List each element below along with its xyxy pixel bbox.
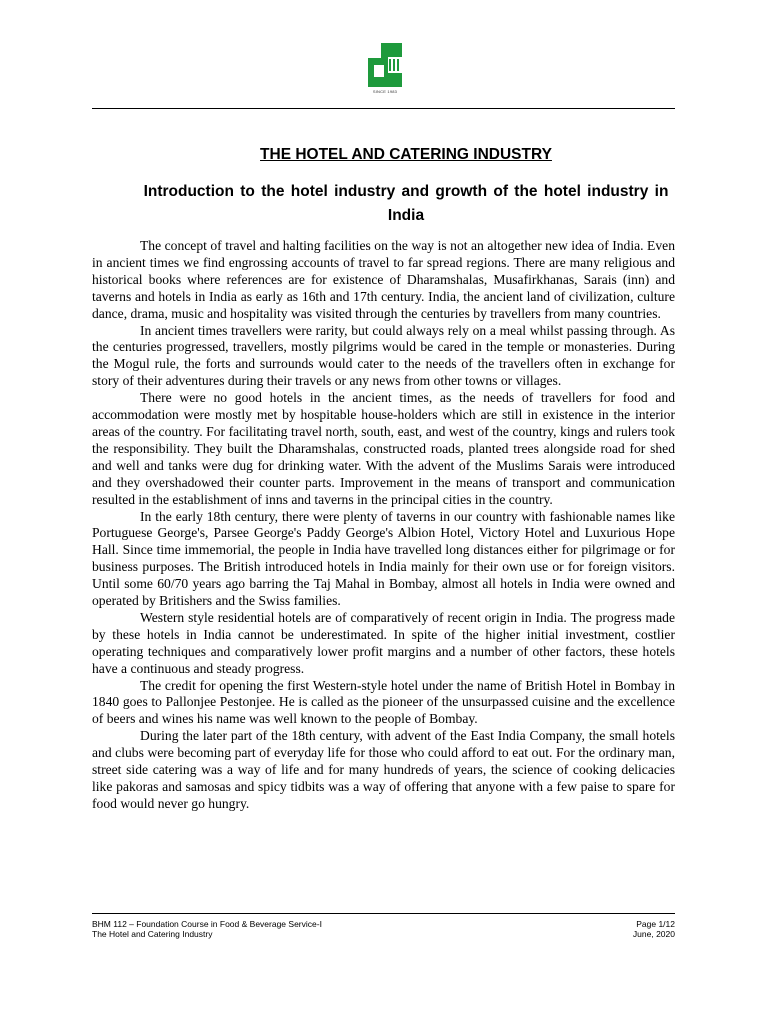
footer-course: BHM 112 – Foundation Course in Food & Beverage Service-I xyxy=(92,919,322,929)
page-subtitle: Introduction to the hotel industry and growth of the hotel industry in India xyxy=(143,183,669,224)
footer-page-number: Page 1/12 xyxy=(636,919,675,929)
footer-chapter: The Hotel and Catering Industry xyxy=(92,929,213,939)
paragraph: There were no good hotels in the ancient times, as the needs of travellers for food and accommodation were mostly met by hospitable house-holders which are still in existence in the interior areas of the country. For facilitating travel north, south, east, and west of the country, kings and rulers took the responsibility. They built the Dharamshalas, constructed roads, planted trees alongside road for shed and well and tanks were dug for drinking water. With the advent of the Muslims Sarais were introduced and they overshadowed their counter parts. Improvement in the means of transport and communication resulted in the establishment of inns and taverns in the principal cities in the country. xyxy=(92,390,675,507)
header-rule xyxy=(92,108,675,109)
paragraph: Western style residential hotels are of comparatively of recent origin in India. The progress made by these hotels in India cannot be underestimated. In spite of the higher initial investment, costlier operating techniques and comparatively lower profit margins and a number of other factors, these hotels have a continuous and steady progress. xyxy=(92,609,675,676)
paragraph: The credit for opening the first Western-style hotel under the name of British Hotel in Bombay in 1840 goes to Pallonjee Pestonjee. He is called as the pioneer of the unsurpassed cuisine and the excellence of beers and wines his name was well known to the people of Bombay. xyxy=(92,677,675,727)
body-text xyxy=(92,238,675,813)
footer-rule xyxy=(92,913,675,914)
footer-date: June, 2020 xyxy=(632,929,675,939)
institute-logo-icon xyxy=(368,43,402,95)
paragraph: The concept of travel and halting facilities on the way is not an altogether new idea of India. Even in ancient times we find engrossing accounts of travel to far spread regions. There are many religious and historical books where references are for existence of Dharamshalas, Musafirkhanas, Sarais (inn) and taverns and hotels in India as early as 16th and 17th century. India, the ancient land of civilization, culture dance, drama, music and hospitality was visited through the centuries by travellers from many countries. xyxy=(92,238,675,321)
paragraph: During the later part of the 18th century, with advent of the East India Company, the small hotels and clubs were becoming part of everyday life for those who could afford to eat out. For the ordinary man, street side catering was a way of life and for many hundreds of years, the science of cooking delicacies like pakoras and samosas and spicy tidbits was a way of offering that anyone with a few paise to spare for food would never go hungry. xyxy=(92,728,675,811)
page-title: THE HOTEL AND CATERING INDUSTRY xyxy=(260,146,552,163)
paragraph: In the early 18th century, there were plenty of taverns in our country with fashionable names like Portuguese George's, Parsee George's Paddy George's Albion Hotel, Victory Hotel and Luxurious Hope Hall. Since time immemorial, the people in India have travelled long distances either for pilgrimage or for business purposes. The British introduced hotels in India mainly for their own use or for foreign visitors. Until some 60/70 years ago barring the Taj Mahal in Bombay, almost all hotels in India were owned and operated by Britishers and the Swiss families. xyxy=(92,508,675,609)
logo-caption: SINCE 1983 xyxy=(372,89,398,94)
paragraph: In ancient times travellers were rarity, but could always rely on a meal whilst passing through. As the centuries progressed, travellers, mostly pilgrims would be cared in the temple or monasteries. During the Mogul rule, the forts and surrounds would cater to the needs of the travellers often in exchange for story of their adventures during their travels or any news from other towns or villages. xyxy=(92,322,675,389)
